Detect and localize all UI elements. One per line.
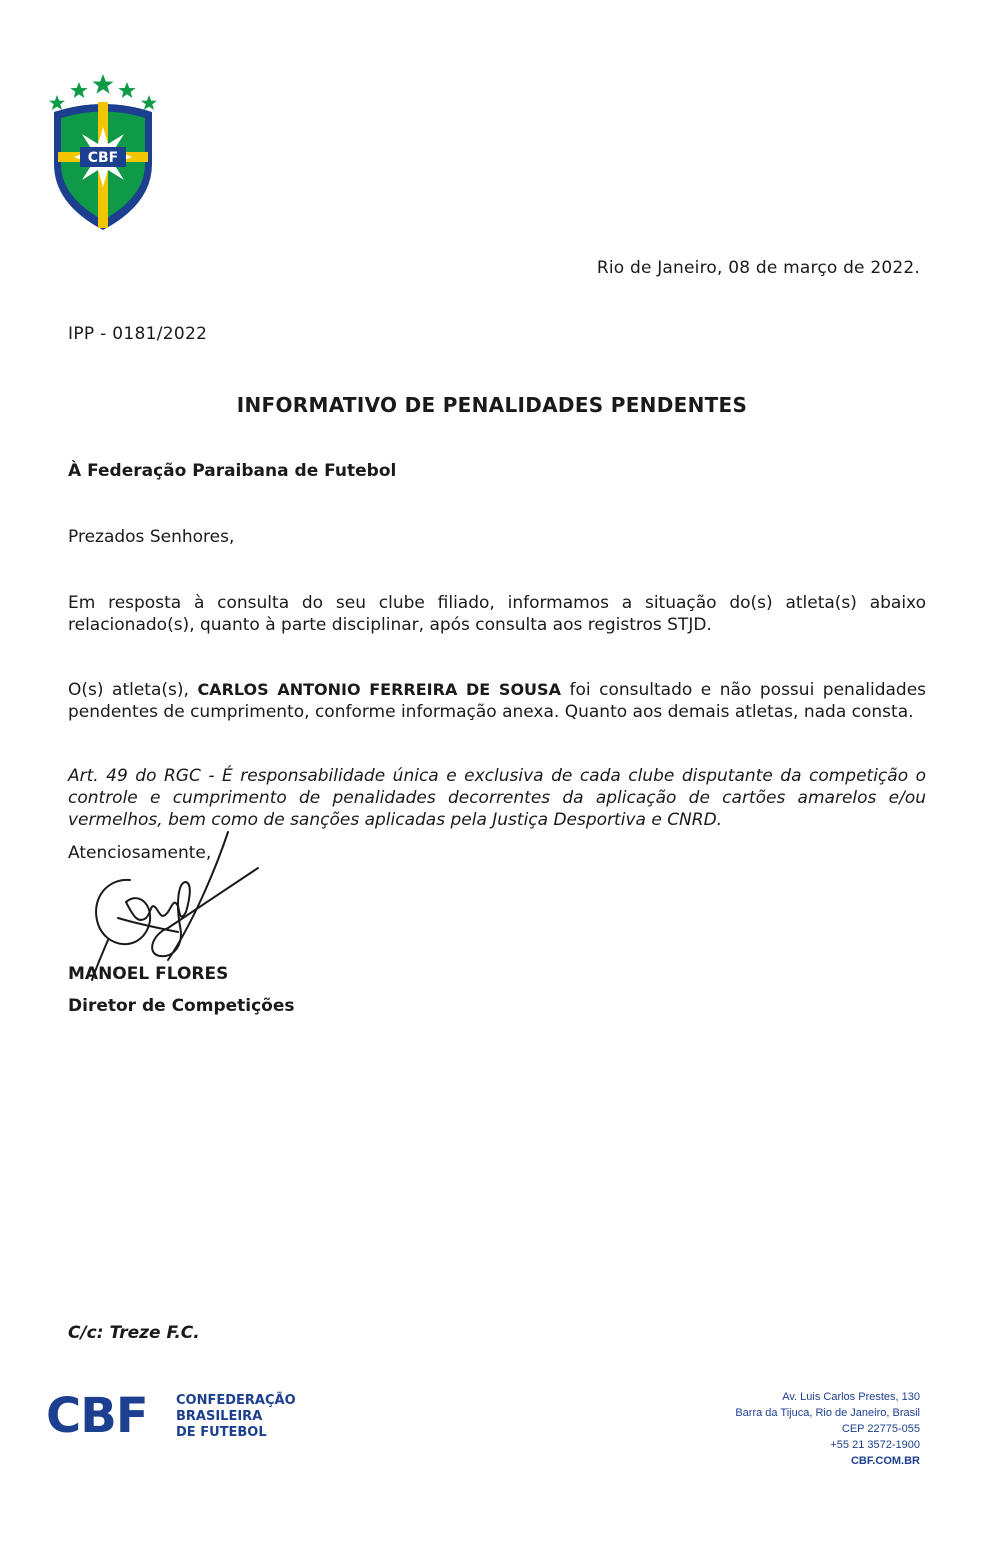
letter-date: Rio de Janeiro, 08 de março de 2022. — [596, 258, 920, 278]
address-phone: +55 21 3572-1900 — [830, 1439, 920, 1451]
closing: Atenciosamente, — [68, 843, 212, 863]
paragraph-inquiry: Em resposta à consulta do seu clube filiado, informamos a situação do(s) atleta(s) abaixo relacionado(s), quanto à parte disciplinar, após consulta aos registros STJD. — [68, 593, 926, 635]
paragraph-athlete-status — [68, 679, 926, 723]
paragraph-suffix: foi consultado e não possui penalidades pendentes de cumprimento, conforme informação anexa. Quanto aos demais atletas, nada consta. — [68, 680, 927, 722]
paragraph-regulation: Art. 49 do RGC - É responsabilidade única e exclusiva de cada clube disputante da competição o controle e cumprimento de penalidades decorrentes da aplicação de cartões amarelos e/ou vermelhos, bem como de sanções aplicadas pela Justiça Desportiva e CNRD. — [68, 766, 926, 830]
paragraph-prefix: O(s) atleta(s), — [68, 680, 198, 700]
document-title: INFORMATIVO DE PENALIDADES PENDENTES — [236, 393, 748, 417]
org-line-3: DE FUTEBOL — [176, 1425, 267, 1440]
cbf-crest-logo — [44, 72, 162, 232]
footer-org-name — [176, 1393, 296, 1441]
signer-name: MANOEL FLORES — [68, 964, 229, 984]
athlete-name: CARLOS ANTONIO FERREIRA DE SOUSA — [197, 680, 561, 699]
address-cep: CEP 22775-055 — [841, 1423, 920, 1435]
carbon-copy: C/c: Treze F.C. — [68, 1323, 200, 1343]
org-line-2: BRASILEIRA — [176, 1409, 263, 1424]
org-line-1: CONFEDERAÇÃO — [176, 1393, 296, 1408]
address-street: Av. Luis Carlos Prestes, 130 — [782, 1391, 920, 1403]
footer-cbf-logo: CBF — [46, 1388, 148, 1444]
crest-text: CBF — [87, 150, 119, 166]
reference-number: IPP - 0181/2022 — [68, 324, 208, 344]
signer-role: Diretor de Competições — [68, 996, 295, 1016]
address-city: Barra da Tijuca, Rio de Janeiro, Brasil — [735, 1407, 920, 1419]
recipient: À Federação Paraibana de Futebol — [68, 461, 397, 481]
footer-address — [660, 1389, 920, 1469]
greeting: Prezados Senhores, — [68, 527, 235, 547]
website-link[interactable]: CBF.COM.BR — [850, 1455, 920, 1467]
